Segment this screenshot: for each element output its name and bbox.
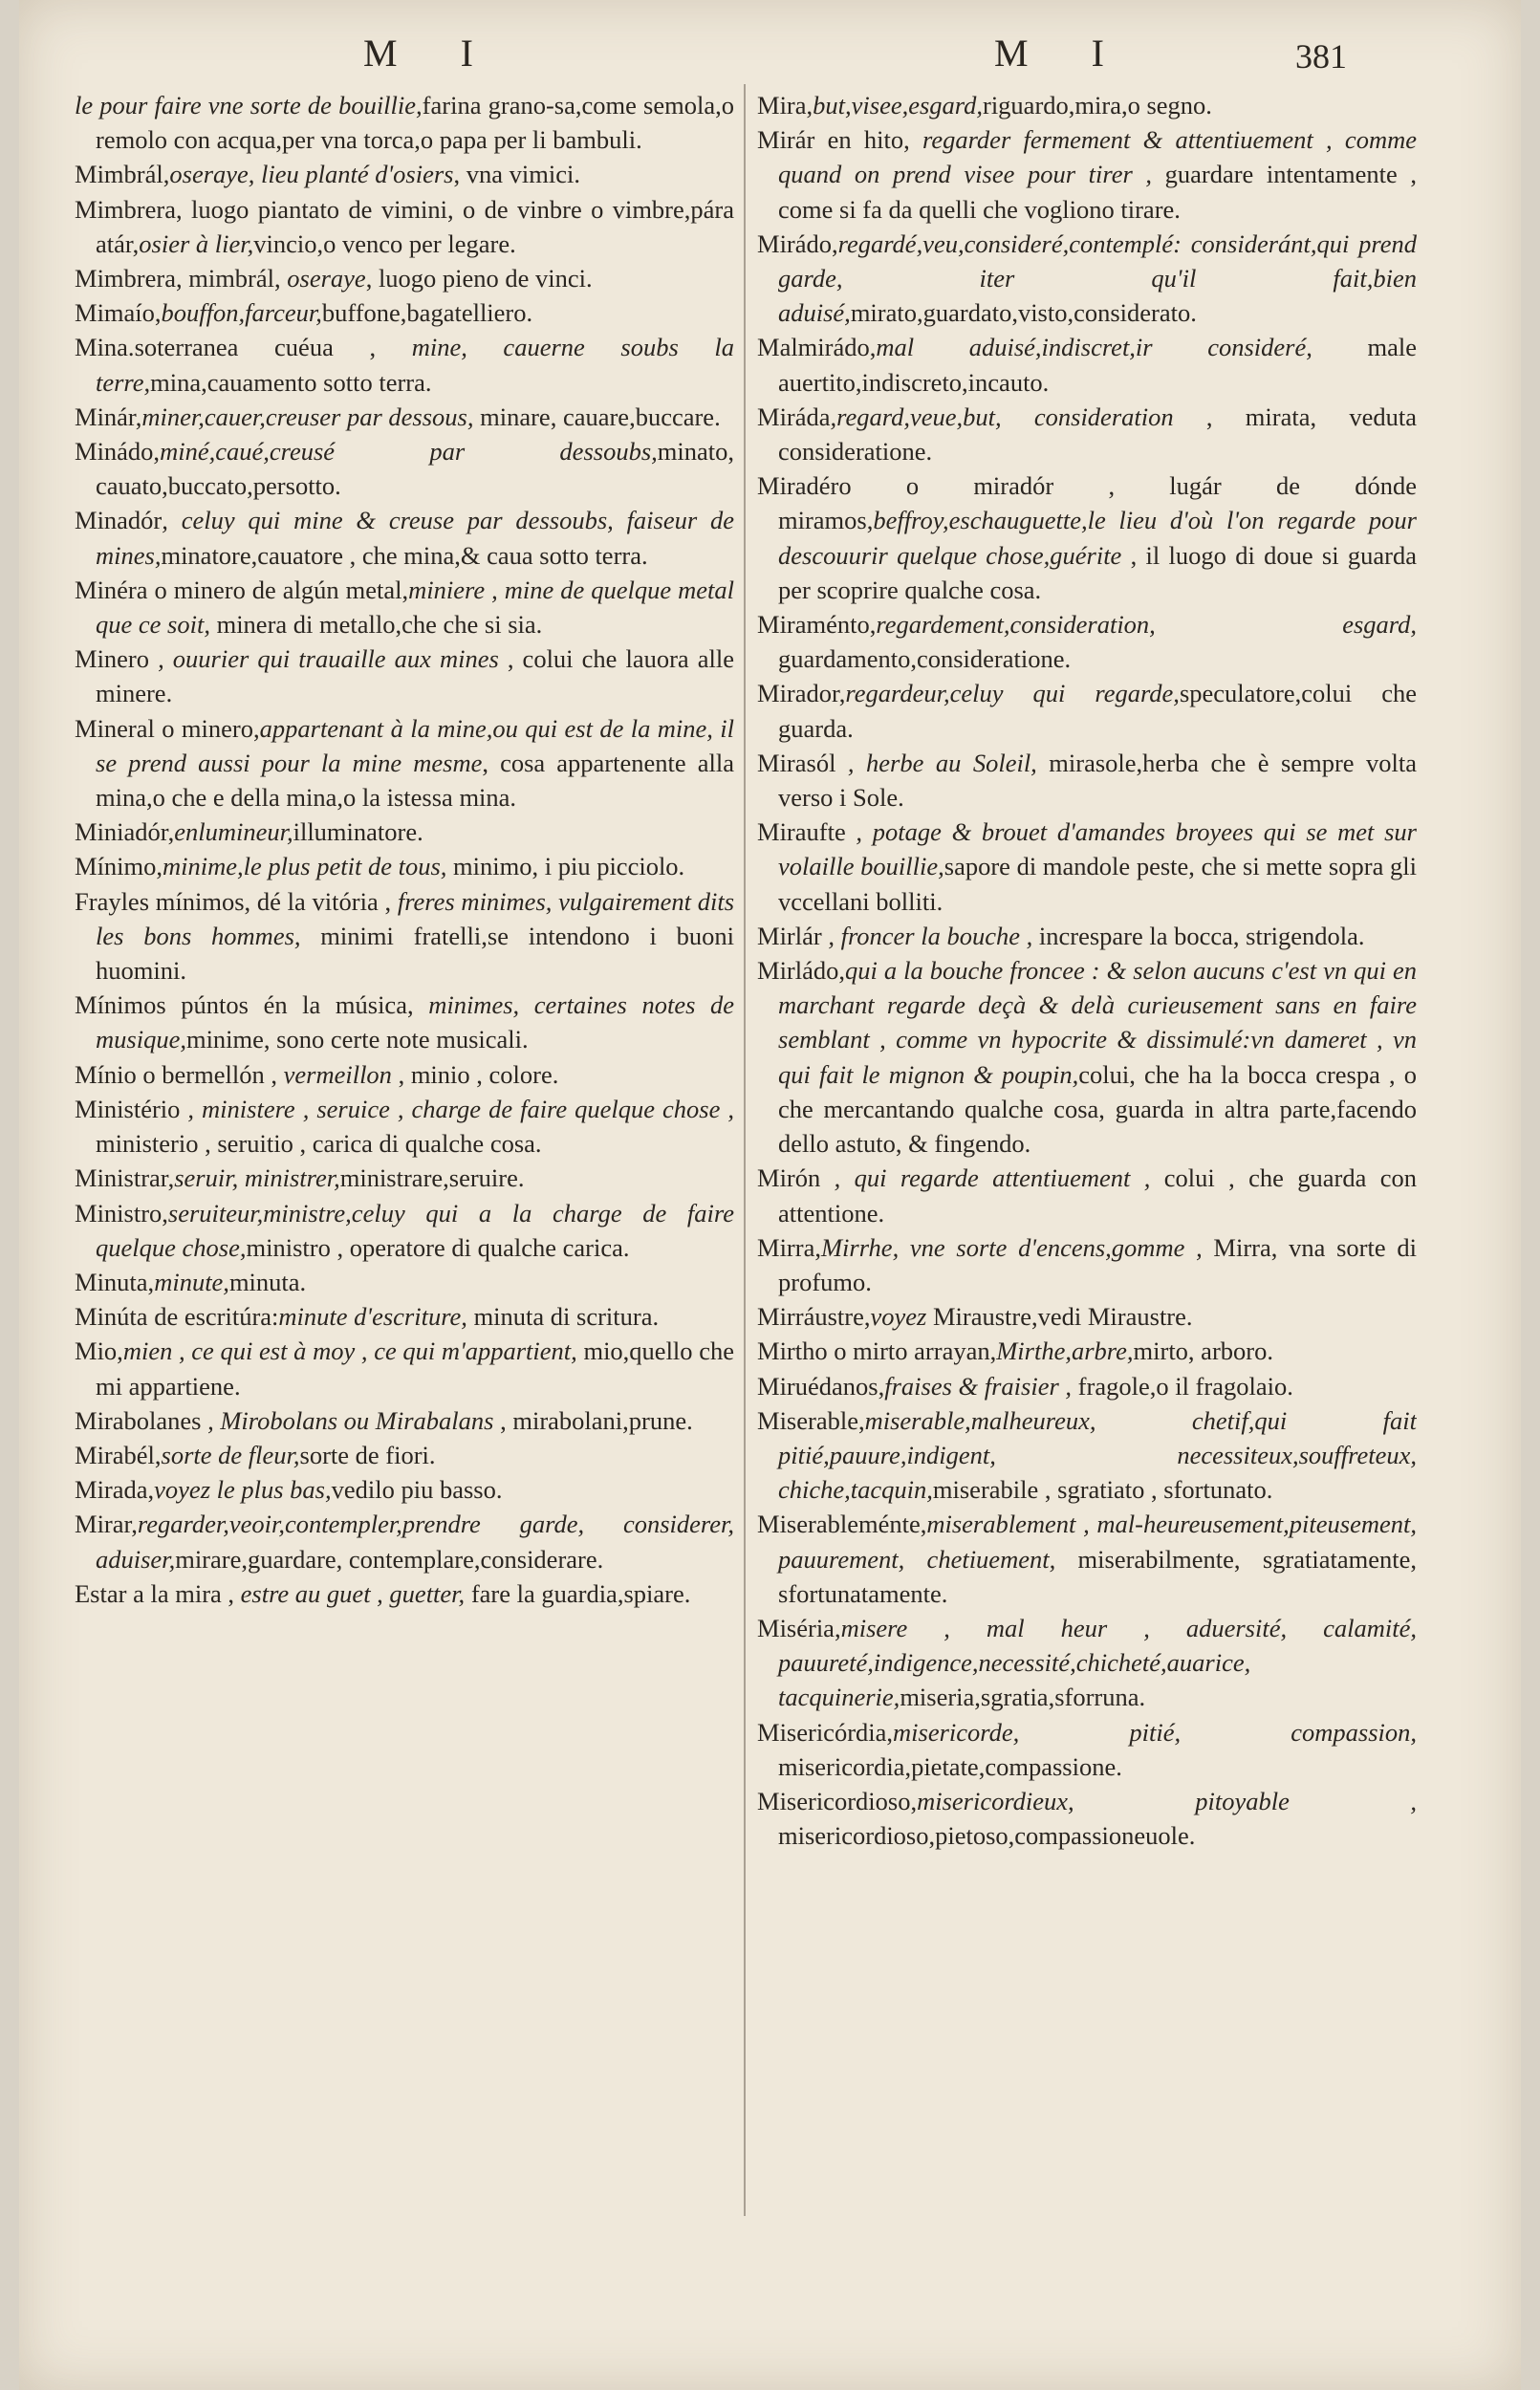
- french-gloss: regardeur,celuy qui regarde,: [845, 679, 1180, 708]
- dictionary-entry: [757, 1369, 1417, 1403]
- italian-gloss: misericordioso,pietoso,compassioneuole.: [778, 1821, 1196, 1851]
- french-gloss: estre au guet , guetter,: [240, 1578, 466, 1608]
- italian-gloss: soterranea cuéua ,: [134, 333, 412, 362]
- dictionary-entry: [75, 1334, 734, 1402]
- french-gloss: voyez: [870, 1302, 927, 1332]
- dictionary-entry: [75, 711, 734, 815]
- italian-gloss: speculatore,colui che guarda.: [778, 679, 1417, 743]
- french-gloss: miné,caué,creusé par dessoubs,: [160, 437, 658, 467]
- italian-gloss: , il luogo di doue si guarda per scoprire qualche cosa.: [778, 540, 1417, 604]
- headword: Mirada,: [75, 1475, 155, 1505]
- headword: Miserable,: [757, 1405, 865, 1435]
- italian-gloss: minare, cauare,buccare.: [473, 402, 721, 431]
- italian-gloss: , colui che lauora alle minere.: [96, 644, 734, 708]
- dictionary-entry: [757, 607, 1417, 676]
- french-gloss: , ministere , seruice , charge de faire quelque chose ,: [180, 1094, 734, 1123]
- french-gloss: mine, cauerne soubs la terre,: [96, 333, 734, 397]
- french-gloss: miniere , mine de quelque metal que ce soit,: [96, 575, 734, 640]
- headword: Ministério: [75, 1094, 181, 1123]
- french-gloss: mien , ce qui est à moy , ce qui m'appartient,: [122, 1336, 577, 1366]
- french-gloss: enlumineur,: [174, 817, 293, 847]
- french-gloss: minimes, certaines notes de musique,: [96, 990, 734, 1054]
- italian-gloss: o miradór , lugár de dónde miramos,: [778, 471, 1417, 535]
- french-gloss: regardé,veu,consideré,contemplé: consideránt,qui prend garde, iter qu'il fait,bien aduisé,: [778, 228, 1417, 328]
- dictionary-entry: [75, 157, 734, 191]
- french-gloss: vermeillon: [283, 1059, 392, 1089]
- french-gloss: , froncer la bouche ,: [821, 921, 1033, 950]
- italian-gloss: o bermellón ,: [136, 1059, 284, 1089]
- french-gloss: , herbe au Soleil,: [835, 748, 1037, 777]
- italian-gloss: de escritúra:: [147, 1302, 279, 1332]
- french-gloss: voyez le plus bas,: [154, 1475, 332, 1505]
- dictionary-entry: [75, 1161, 734, 1195]
- italian-gloss: mirto, arboro.: [1133, 1336, 1273, 1366]
- italian-gloss: o minero de algún metal,: [147, 575, 409, 604]
- french-gloss: , Mirobolans ou Mirabalans: [201, 1405, 494, 1435]
- french-gloss: , qui regarde attentiuement ,: [820, 1163, 1151, 1193]
- italian-gloss: minimo, i piu picciolo.: [446, 852, 685, 881]
- italian-gloss: minuta.: [228, 1267, 307, 1296]
- italian-gloss: en hito,: [814, 125, 923, 155]
- headword: Mirár: [757, 125, 815, 155]
- french-gloss: misere , mal heur , aduersité, calamité, pauureté,indigence,necessité,chicheté,auarice, tacquinerie,: [778, 1613, 1417, 1712]
- dictionary-entry: [757, 468, 1417, 607]
- column-divider: [744, 84, 746, 2216]
- headword: Miraufte: [757, 817, 846, 847]
- italian-gloss: miserabilmente, sgratiatamente, sfortunatamente.: [778, 1544, 1417, 1608]
- french-gloss: but,visee,esgard,: [813, 91, 983, 120]
- dictionary-entry: [75, 330, 734, 399]
- french-gloss: minute d'escriture,: [278, 1302, 467, 1332]
- headword: Mirador,: [757, 679, 846, 708]
- french-gloss: appartenant à la mine,ou qui est de la mine, il se prend aussi pour la mine mesme: [96, 713, 734, 777]
- dictionary-entry: [75, 1507, 734, 1575]
- dictionary-entry: [75, 1265, 734, 1299]
- french-gloss: oseraye: [287, 264, 366, 293]
- french-gloss: , celuy qui mine & creuse par dessoubs, faiseur de mines,: [96, 506, 734, 570]
- dictionary-entry: [75, 849, 734, 883]
- dictionary-entry: [75, 503, 734, 572]
- dictionary-entry: [75, 88, 734, 157]
- left-column: [75, 88, 734, 2191]
- headword: Mirabél,: [75, 1440, 162, 1469]
- italian-gloss: , vna vimici.: [453, 160, 580, 189]
- dictionary-entry: [75, 988, 734, 1056]
- italian-gloss: minato, cauato,buccato,persotto.: [96, 437, 734, 501]
- headword: Mirráustre,: [757, 1302, 871, 1332]
- headword: Miráda: [757, 402, 831, 431]
- headword: Mimbrera: [75, 264, 176, 293]
- headword: Minéra: [75, 575, 148, 604]
- italian-gloss: , mirabolani,prune.: [493, 1405, 693, 1435]
- italian-gloss: misericordia,pietate,compassione.: [778, 1751, 1122, 1781]
- french-gloss: le pour faire vne sorte de bouillie,: [75, 91, 423, 120]
- french-gloss: Mirthe,arbre,: [996, 1336, 1134, 1366]
- dictionary-entry: [757, 88, 1417, 122]
- italian-gloss: én la música,: [248, 990, 429, 1020]
- headword: Mirasól: [757, 748, 836, 777]
- dictionary-entry: [757, 1715, 1417, 1784]
- dictionary-entry: [757, 953, 1417, 1161]
- dictionary-entry: [757, 919, 1417, 953]
- french-gloss: osier à lier,: [139, 228, 254, 258]
- italian-gloss: ministro , operatore di qualche carica.: [246, 1232, 630, 1262]
- italian-gloss: sapore di mandole peste, che si mette sopra gli vccellani bolliti.: [778, 852, 1417, 916]
- french-gloss: misericordieux, pitoyable ,: [917, 1786, 1417, 1815]
- french-gloss: fraises & fraisier ,: [884, 1371, 1073, 1401]
- french-gloss: regarder fermement & attentiuement , comme quand on prend visee pour tirer ,: [778, 125, 1417, 189]
- dictionary-entry: [75, 1472, 734, 1507]
- french-gloss: regarder,veoir,contempler,prendre garde, considerer, aduiser,: [96, 1510, 734, 1574]
- french-gloss: qui a la bouche froncee : & selon aucuns c'est vn qui en marchant regarde deçà & delà curieusement sans en faire semblant , comme vn hypocrite & dissimulé:vn dameret , vn qui fait le mignon & poupin,: [778, 956, 1417, 1089]
- italian-gloss: Miraustre,vedi Miraustre.: [926, 1302, 1193, 1332]
- italian-gloss: o minero,: [154, 713, 260, 743]
- italian-gloss: minimi fratelli,se intendono i buoni huomini.: [96, 921, 734, 986]
- headword: Estar: [75, 1578, 127, 1608]
- italian-gloss: minime, sono certe note musicali.: [185, 1025, 529, 1054]
- dictionary-entry: [75, 261, 734, 295]
- headword: Misericordioso,: [757, 1786, 918, 1815]
- headword: Mimbrera: [75, 194, 176, 224]
- italian-gloss: vedilo piu basso.: [331, 1475, 503, 1505]
- french-gloss: miserable,malheureux, chetif,qui fait pitié,pauure,indigent, necessiteux,souffreteux, chiche,tacquin,: [778, 1405, 1417, 1505]
- french-gloss: seruiteur,ministre,celuy qui a la charge de faire quelque chose,: [96, 1198, 734, 1262]
- dictionary-entry: [757, 400, 1417, 468]
- dictionary-entry: [757, 1299, 1417, 1334]
- dictionary-entry: [757, 746, 1417, 815]
- dictionary-entry: [75, 295, 734, 330]
- italian-gloss: farina grano-sa,come semola,o remolo con acqua,per vna torca,o papa per li bambuli.: [96, 91, 734, 155]
- french-gloss: mal aduisé,indiscret,ir consideré,: [876, 333, 1312, 362]
- italian-gloss: mina,cauamento sotto terra.: [150, 367, 432, 397]
- italian-gloss: mirasole,herba che è sempre volta verso i Sole.: [778, 748, 1417, 813]
- italian-gloss: , minio , colore.: [391, 1059, 559, 1089]
- dictionary-entry: [757, 1403, 1417, 1508]
- headword: Ministro,: [75, 1198, 168, 1228]
- headword: Mimbrál,: [75, 160, 170, 189]
- italian-gloss: minera di metallo,che che si sia.: [209, 610, 543, 640]
- dictionary-entry: [75, 1057, 734, 1092]
- headword: Mio,: [75, 1336, 123, 1366]
- headword: Minuta,: [75, 1267, 155, 1296]
- italian-gloss: increspare la bocca, strigendola.: [1032, 921, 1365, 950]
- french-gloss: , potage & brouet d'amandes broyees qui se met sur volaille bouillie,: [778, 817, 1417, 881]
- headword: Mira,: [757, 91, 813, 120]
- italian-gloss: colui , che guarda con attentione.: [778, 1163, 1417, 1228]
- italian-gloss: colui, che ha la bocca crespa , o che mercantando qualche cosa, guarda in altra parte,facendo dello astuto, & fingendo.: [778, 1059, 1417, 1159]
- left-running-title: M I: [363, 32, 500, 75]
- headword: Mínimo,: [75, 852, 163, 881]
- italian-gloss: , mimbrál,: [175, 264, 288, 293]
- italian-gloss: , mirata, veduta consideratione.: [778, 402, 1417, 467]
- french-gloss: oseraye, lieu planté d'osiers: [169, 160, 454, 189]
- french-gloss: seruir, ministrer,: [174, 1163, 340, 1193]
- headword: Mirón: [757, 1163, 821, 1193]
- italian-gloss: male auertito,indiscreto,incauto.: [778, 333, 1417, 397]
- running-head: [19, 27, 1521, 84]
- headword: Minár,: [75, 402, 142, 431]
- dictionary-entry: [757, 1161, 1417, 1229]
- italian-gloss: , cosa appartenente alla mina,o che e della mina,o la istessa mina.: [96, 748, 734, 813]
- headword: Mirládo,: [757, 956, 845, 986]
- dictionary-entry: [75, 1196, 734, 1265]
- dictionary-entry: [75, 1299, 734, 1334]
- italian-gloss: minuta di scritura.: [466, 1302, 660, 1332]
- french-gloss: miner,cauer,creuser par dessous,: [141, 402, 474, 431]
- italian-gloss: buffone,bagatelliero.: [321, 298, 533, 328]
- headword: Mimaío,: [75, 298, 162, 328]
- french-gloss: regardement,consideration, esgard,: [876, 610, 1417, 640]
- french-gloss: ,regard,veue,but, consideration: [830, 402, 1174, 431]
- dictionary-entry: [75, 192, 734, 261]
- dictionary-entry: [75, 815, 734, 849]
- dictionary-entry: [75, 1403, 734, 1438]
- italian-gloss: mio,quello che mi appartiene.: [96, 1336, 734, 1401]
- headword: Minadór: [75, 506, 163, 535]
- headword: Miniadór,: [75, 817, 175, 847]
- right-running-title: M I: [994, 32, 1131, 75]
- dictionary-entry: [75, 573, 734, 641]
- dictionary-entry: [757, 1334, 1417, 1368]
- headword: Minúta: [75, 1302, 148, 1332]
- dictionary-entry: [757, 1784, 1417, 1853]
- headword: Miraménto,: [757, 610, 877, 640]
- french-gloss: miserablement , mal-heureusement,piteusement, pauurement, chetiuement,: [778, 1510, 1417, 1574]
- headword: Ministrar,: [75, 1163, 175, 1193]
- italian-gloss: o mirto arrayan,: [827, 1336, 997, 1366]
- italian-gloss: guardare intentamente , come si fa da quelli che vogliono tirare.: [778, 160, 1417, 224]
- headword: Malmirádo,: [757, 333, 877, 362]
- dictionary-page: [19, 0, 1521, 2390]
- headword: Mirar,: [75, 1510, 138, 1539]
- right-column: [757, 88, 1417, 2191]
- dictionary-entry: [757, 815, 1417, 919]
- italian-gloss: , dé la vitória ,: [244, 886, 398, 916]
- italian-gloss: ministerio , seruitio , carica di qualche cosa.: [96, 1129, 542, 1159]
- italian-gloss: illuminatore.: [293, 817, 423, 847]
- dictionary-entry: [75, 641, 734, 710]
- page-number: 381: [1295, 37, 1347, 76]
- dictionary-entry: [757, 122, 1417, 227]
- french-gloss: minute,: [154, 1267, 229, 1296]
- headword: Mirabolanes: [75, 1405, 202, 1435]
- headword: Miséria,: [757, 1613, 841, 1642]
- headword: Minero: [75, 644, 150, 674]
- headword: Minádo,: [75, 437, 161, 467]
- italian-gloss: Mirra, vna sorte di profumo.: [778, 1232, 1417, 1296]
- italian-gloss: mirare,guardare, contemplare,considerare.: [175, 1544, 604, 1574]
- dictionary-entry: [757, 1507, 1417, 1611]
- dictionary-entry: [757, 330, 1417, 399]
- french-gloss: misericorde, pitié, compassion,: [893, 1717, 1417, 1747]
- headword: Miruédanos,: [757, 1371, 885, 1401]
- italian-gloss: minatore,cauatore , che mina,& caua sotto terra.: [161, 540, 648, 570]
- headword: Miserableménte,: [757, 1510, 927, 1539]
- headword: Mirlár: [757, 921, 822, 950]
- italian-gloss: , luogo piantato de vimini, o de vinbre o vimbre,pára atár,: [96, 194, 734, 258]
- dictionary-entry: [75, 434, 734, 503]
- italian-gloss: sorte de fiori.: [299, 1440, 436, 1469]
- headword: Miradéro: [757, 471, 852, 501]
- italian-gloss: ministrare,seruire.: [339, 1163, 525, 1193]
- italian-gloss: a la mira ,: [126, 1578, 241, 1608]
- dictionary-entry: [75, 400, 734, 434]
- italian-gloss: riguardo,mira,o segno.: [983, 91, 1212, 120]
- dictionary-entry: [757, 1611, 1417, 1715]
- french-gloss: bouffon,farceur,: [161, 298, 322, 328]
- headword: Mineral: [75, 713, 155, 743]
- italian-gloss: miseria,sgratia,sforruna.: [900, 1683, 1146, 1712]
- french-gloss: beffroy,eschauguette,le lieu d'où l'on regarde pour descouurir quelque chose,guérite: [778, 506, 1417, 570]
- dictionary-entry: [757, 1230, 1417, 1299]
- headword: Mínimos púntos: [75, 990, 249, 1020]
- italian-gloss: miserabile , sgratiato , sfortunato.: [932, 1475, 1273, 1505]
- italian-gloss: , luogo pieno de vinci.: [365, 264, 593, 293]
- french-gloss: , ouurier qui trauaille aux mines: [149, 644, 499, 674]
- italian-gloss: vincio,o venco per legare.: [253, 228, 516, 258]
- dictionary-entry: [75, 884, 734, 989]
- dictionary-entry: [757, 676, 1417, 745]
- italian-gloss: fragole,o il fragolaio.: [1072, 1371, 1293, 1401]
- headword: Mirádo,: [757, 228, 838, 258]
- italian-gloss: mirato,guardato,visto,considerato.: [850, 298, 1197, 328]
- headword: Mirra,: [757, 1232, 821, 1262]
- headword: Mirtho: [757, 1336, 828, 1366]
- dictionary-entry: [75, 1576, 734, 1611]
- french-gloss: Mirrhe, vne sorte d'encens,gomme ,: [820, 1232, 1203, 1262]
- french-gloss: freres minimes, vulgairement dits les bons hommes,: [96, 886, 734, 950]
- italian-gloss: guardamento,consideratione.: [778, 644, 1072, 674]
- headword: Mínio: [75, 1059, 137, 1089]
- dictionary-entry: [75, 1438, 734, 1472]
- dictionary-entry: [75, 1092, 734, 1161]
- headword: Frayles mínimos: [75, 886, 245, 916]
- headword: Mina.: [75, 333, 135, 362]
- dictionary-entry: [757, 227, 1417, 331]
- french-gloss: minime,le plus petit de tous,: [163, 852, 447, 881]
- headword: Misericórdia,: [757, 1717, 894, 1747]
- italian-gloss: fare la guardia,spiare.: [465, 1578, 691, 1608]
- french-gloss: sorte de fleur,: [161, 1440, 300, 1469]
